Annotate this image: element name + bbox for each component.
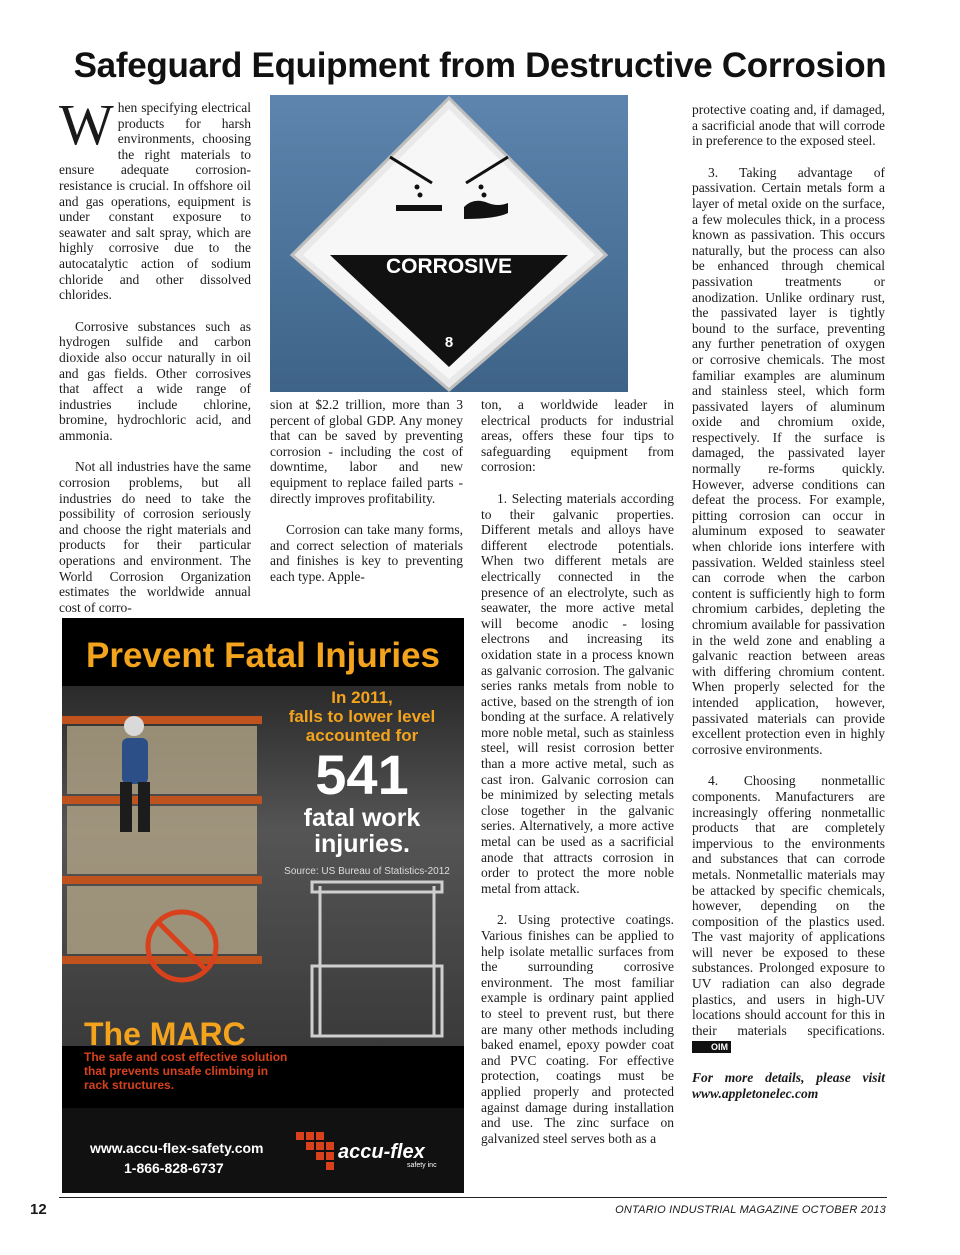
magazine-footer: ONTARIO INDUSTRIAL MAGAZINE OCTOBER 2013 [615,1204,886,1216]
article-column-3 [481,397,674,1162]
stat-intro: falls to lower level [288,707,436,726]
accu-flex-logo-icon [294,1130,336,1172]
paragraph: 1. Selecting materials according to their galvanic properties. Different metals and alloys have different electrode potentials. When two different metals are electrically connected in the presence of an electrolyte, such as seawater, the more active metal will become anodic - losing electrons and increasing its oxidation state in a process known as galvanic corrosion. The galvanic series ranks metals from noble to active, based on the strength of ion bonding at the surface. A relatively more noble metal, such as stainless steel, will resist corrosion better than a more active metal, such as cast iron. Galvanic corrosion can be minimized by selecting metals close together in the galvanic series. Alternatively, a more active metal can be used as a sacrificial anode that attracts corrosion in order to protect the more noble metal from attack. [481,490,674,896]
paragraph: 3. Taking advantage of passivation. Certain metals form a layer of metal oxide on the surface, a few molecules thick, in a process known as passivation. This occurs naturally, but the process can also be enhanced through chemical passivation treatments or anodization. Unlike ordinary rust, the passivated layer is tightly bound to the surface, preventing any further penetration of oxygen or corrosive chemicals. The most familiar examples are aluminum and stainless steel, which form passivated layers of aluminum oxide and chromium oxide, respectively. If the surface is damaged, the passivated layer normally re-forms quickly. However, adverse conditions can defeat the process. For example, pitting corrosion can occur in aluminum exposed to seawater when chloride ions interfere with passivation. Welded stainless steel can corrode when the carbon content is sufficiently high to form chromium carbides, depleting the chromium available for passivation in the weld zone and enabling a galvanic reaction between areas with differing chromium content. When properly selected for the intended application, however, passivated materials can provide excellent protection even in highly corrosive environments. [692,164,885,757]
paragraph: Corrosion can take many forms, and correct selection of materials and finishes is key to preventing each type. Apple- [270,522,463,584]
drop-cap: W [59,92,114,157]
sign-label: CORROSIVE [385,255,513,278]
paragraph [692,773,885,1054]
stat-label: injuries. [314,830,410,858]
ad-product-description: The safe and cost effective solution that prevents unsafe climbing in rack structures. [84,1050,288,1092]
paragraph-text: hen specifying electrical products for harsh environments, choosing the right materials to ensure adequate corrosion-resistance is crucial. In offshore oil and gas operations, equipment is under constant exposure to seawater and salt spray, which are highly corrosive due to the autocatalytic action of sodium chloride and other dissolved chlorides. [59,100,251,303]
ad-website-link[interactable]: www.accu-flex-safety.com [90,1140,264,1156]
stat-intro: In 2011, [331,688,393,707]
paragraph: Not all industries have the same corrosion problems, but all industries do need to take the possibility of corrosion seriously and choose the right materials and products for their particular operations and environment. The World Corrosion Organization estimates the worldwide annual cost of corro- [59,459,251,615]
stat-intro: accounted for [305,726,419,745]
ad-source: Source: US Bureau of Statistics-2012 [284,866,450,877]
page-number: 12 [30,1201,47,1218]
article-column-2 [270,397,463,601]
ad-brand-name: accu-flex [338,1141,425,1163]
article-column-1 [59,92,251,631]
corrosive-sign-photo [270,95,628,392]
article-title: Safeguard Equipment from Destructive Corrosion [73,46,887,85]
article-column-4 [692,102,885,1117]
paragraph: 2. Using protective coatings. Various finishes can be applied to help isolate metallic surfaces from the surrounding corrosive environment. The most familiar example is ordinary paint applied to steel to prevent rust, but there are many other methods including baked enamel, epoxy powder coat and PVC coating. For effective protection, coatings must be applied properly and protected against damage during installation and use. The zinc surface on galvanized steel serves both as a [481,912,674,1146]
footer-divider [59,1197,887,1198]
paragraph [59,92,251,303]
paragraph: Corrosive substances such as hydrogen sulfide and carbon dioxide also occur naturally in oil and gas fields. Other corrosives that affect a wide range of industries include chlorine, bromine, hydrochloric acid, and ammonia. [59,318,251,443]
ad-headline: Prevent Fatal Injuries [85,636,441,675]
paragraph: protective coating and, if damaged, a sacrificial anode that will corrode in preference to the exposed steel. [692,102,885,149]
ad-product-name: The MARC [84,1016,246,1052]
paragraph-text: 4. Choosing nonmetallic components. Manufacturers are increasingly offering nonmetallic products that are completely impervious to the environments and substances that can corrode metals. Nonmetallic materials may be attacked by specific chemicals, however, depending on the composition of the plastics used. The vast majority of applications will never be exposed to these substances. Prolonged exposure to UV radiation can also degrade plastics, and users in high-UV locations should account for this in their materials specifications. [692,773,885,1038]
ad-phone: 1-866-828-6737 [124,1160,224,1176]
sign-class-number: 8 [444,334,454,351]
ad-statistic [272,688,452,857]
corrosive-diamond-icon [270,95,628,392]
stat-label: fatal work [303,804,421,832]
paragraph: ton, a worldwide leader in electrical products for industrial areas, offers these four tips to safeguarding equipment from corrosion: [481,397,674,475]
end-mark-badge: OIM [692,1041,731,1053]
stat-number: 541 [315,743,409,806]
ad-brand-subtitle: safety inc [407,1162,437,1169]
more-info-link[interactable]: For more details, please visit www.appletonelec.com [692,1070,885,1101]
paragraph: sion at $2.2 trillion, more than 3 percent of global GDP. Any money that can be saved by preventing corrosion - including the cost of downtime, labor and new equipment to replace failed parts - directly improves profitability. [270,397,463,506]
advertisement[interactable] [62,618,464,1193]
